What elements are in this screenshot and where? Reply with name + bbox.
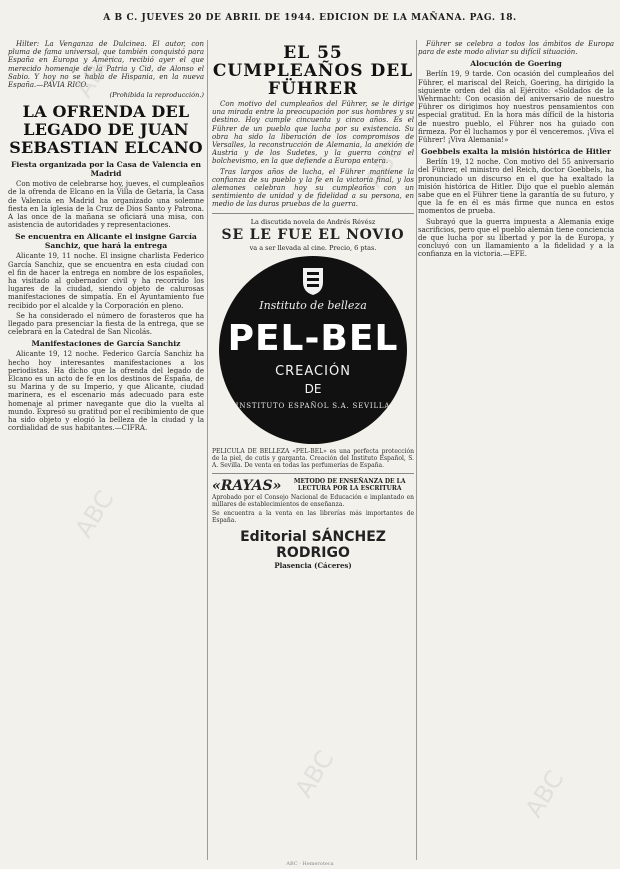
logo-creacion: CREACIÓN [275, 363, 351, 379]
article-paragraph: Con motivo del cumpleaños del Führer, se le dirige una mirada entre la preocupación por sus hombres y su destino. Hoy cumple cincuenta y cinco años. Es el Führer de un pueblo que lucha por su existencia. Su obra ha sido la liberación de los compromisos de Versalles, la reconstrucción de Alemania, la anexión de Austria y de los Sudetes, y la guerra contra el bolchevismo, en la que defiende a Europa entera. [212, 100, 414, 166]
rayas-text: Se encuentra a la venta en las librerías más importantes de España. [212, 509, 414, 524]
rayas-method: METODO DE ENSEÑANZA DE LA LECTURA POR LA ESCRITURA [293, 477, 406, 492]
logo-brand: PEL-BEL [227, 317, 399, 359]
logo-de: DE [304, 381, 322, 396]
article-paragraph: Se ha considerado el número de forasteros que ha llegado para presenciar la fiesta de la entrega, que se celebrará en la Catedral de San Nicolás. [8, 311, 204, 337]
intro-paragraph: Hilter: La Venganza de Dulcinea. El autor, con pluma de fama universal, que también conquistó para España en Europa y América, recibió ayer el que merecido homenaje de la Patria y Cid, de Alonso el Sabio. Y hoy no se habla de Hispania, en la nueva España.—PAVIA RICO. [8, 40, 204, 90]
article-paragraph: Berlín 19, 12 noche. Con motivo del 55 aniversario del Führer, el ministro del Reich, doctor Goebbels, ha pronunciado un discurso en el que ha exaltado la misión histórica de Hitler. Dijo que el pueblo alemán sabe que en el Führer tiene la garantía de su futuro, y que la fe en él es más firme que nunca en estos momentos de prueba. [418, 158, 614, 216]
rayas-title: «RAYAS» [212, 477, 282, 494]
watermark: ABC [69, 45, 120, 103]
article-paragraph: Alicante 19, 11 noche. El insigne charlista Federico García Sanchiz, que se encuentra en esta ciudad con el fin de hacer la entrega en nombre de los españoles, ha visitado al gobernador civil y ha recorrido los lugares de la ciudad, siendo objeto de calurosas manifestaciones de simpatía. En el Ayuntamiento fue recibido por el alcalde y la Corporación en pleno. [8, 252, 204, 310]
page-header: A B C. JUEVES 20 DE ABRIL DE 1944. EDICION DE LA MAÑANA. PAG. 18. [103, 13, 517, 23]
ad-novel-subtitle: va a ser llevada al cine. Precio, 6 ptas. [249, 243, 377, 252]
article-title: LA OFRENDA DEL LEGADO DE JUAN SEBASTIAN ELCANO [9, 102, 203, 158]
article-subtitle: Fiesta organizada por la Casa de Valencia en Madrid [10, 160, 202, 179]
column-rule [207, 40, 208, 860]
watermark: ABC [519, 765, 570, 823]
article-paragraph: Con motivo de celebrarse hoy, jueves, el cumpleaños de la ofrenda de Elcano en la Villa de Getaria, la Casa de Valencia en Madrid ha organizado una solemne fiesta en la iglesia de la Cruz de Dios Santo y Patrona. A las once de la mañana se oficiará una misa, con asistencia de autoridades y representaciones. [8, 180, 204, 230]
watermark: ABC [289, 745, 340, 803]
article-paragraph: Berlín 19, 9 tarde. Con ocasión del cumpleaños del Führer, el mariscal del Reich, Goering, ha dirigido la siguiente orden del día al Ejército: «Soldados de la Wehrmacht: Con ocasión del aniversario de nuestro Führer os dirigimos hoy nuestros pensamientos con especial gratitud. En la hora más difícil de la historia de nuestro pueblo, el Führer nos ha guiado con firmeza. Por él luchamos y por él venceremos. ¡Viva el Führer! ¡Viva Alemania!» [418, 70, 614, 145]
watermark: ABC [359, 135, 410, 193]
reproduction-credit: (Prohibida la reproducción.) [109, 91, 204, 100]
column-1 [8, 40, 204, 860]
article-subheading: Se encuentra en Alicante el insigne García Sanchiz, que hará la entrega [15, 232, 197, 251]
divider [212, 473, 414, 474]
pelbel-ad-text: PELICULA DE BELLEZA «PEL-BEL» es una perfecta protección de la piel, de cutis y garganta. Creación del Instituto Español, S. A. Sevilla. De venta en todas las perfumerías de España. [212, 447, 414, 469]
article-paragraph: Subrayó que la guerra impuesta a Alemania exige sacrificios, pero que el pueblo alemán tiene conciencia de que lucha por su libertad y por la de Europa, y concluyó con un llamamiento a la fidelidad y a la confianza en la victoria.—EFE. [418, 217, 614, 259]
rayas-text: Aprobado por el Consejo Nacional de Educación e implantado en millares de establecimientos de enseñanza. [212, 493, 414, 508]
article-subheading: Goebbels exalta la misión histórica de Hitler [420, 147, 612, 157]
divider [212, 213, 414, 214]
column-2 [212, 40, 414, 860]
pelbel-logo [219, 256, 407, 444]
article-paragraph: Alicante 19, 12 noche. Federico García Sanchiz ha hecho hoy interesantes manifestaciones a los periodistas. Ha dicho que la ofrenda del legado de Elcano es un acto de fe en los destinos de España, de su Marina y de su Imperio, y que Alicante, ciudad marinera, es el escenario más adecuado para este homenaje al primer navegante que dio la vuelta al mundo. Expresó su gratitud por el recibimiento de que ha sido objeto y elogió la belleza de la ciudad y la cordialidad de sus habitantes.—CIFRA. [8, 350, 204, 433]
column-rule [416, 40, 417, 860]
logo-script: Instituto de belleza [259, 298, 367, 312]
article-subheading: Manifestaciones de García Sanchiz [31, 339, 181, 349]
rayas-ad [212, 478, 414, 494]
column-3 [418, 40, 614, 860]
article-title: EL 55 CUMPLEAÑOS DEL FÜHRER [212, 43, 414, 99]
intro-paragraph: Führer se celebra a todos los ámbitos de Europa para de este modo aliviar su difícil situación. [418, 40, 614, 57]
article-paragraph: Tras largos años de lucha, el Führer mantiene la confianza de su pueblo y la fe en la victoria final, y los alemanes celebran hoy su cumpleaños con un sentimiento de unidad y de fidelidad a su persona, en medio de las duras pruebas de la guerra. [212, 167, 414, 209]
editorial-name: Editorial SÁNCHEZ RODRIGO [240, 528, 386, 561]
logo-institute: INSTITUTO ESPAÑOL S.A. SEVILLA [235, 401, 391, 410]
watermark: ABC [69, 485, 120, 543]
page-footer: ABC · Hemeroteca [286, 861, 334, 867]
ad-novel-title: SE LE FUE EL NOVIO [221, 226, 405, 243]
editorial-location: Plasencia (Cáceres) [274, 560, 352, 570]
shield-icon [301, 266, 325, 296]
ad-novel-caption: La discutida novela de Andrés Révész [250, 217, 376, 226]
article-subheading: Alocución de Goering [470, 59, 562, 69]
